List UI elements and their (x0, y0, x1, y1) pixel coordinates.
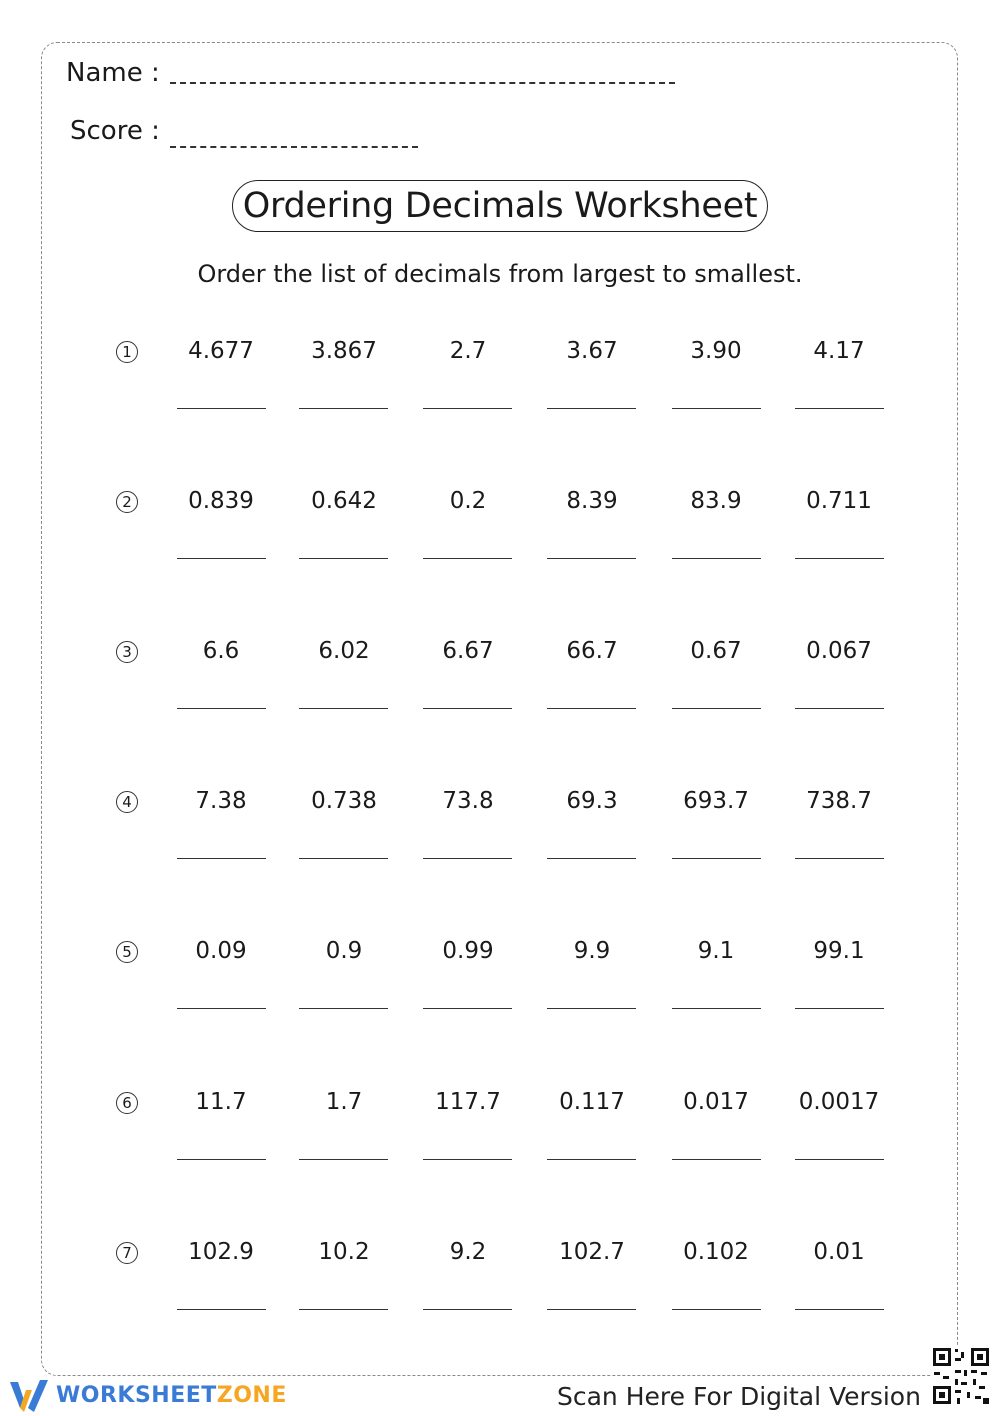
answer-blank[interactable] (177, 408, 266, 409)
decimal-value: 6.6 (202, 638, 240, 664)
answer-blank[interactable] (795, 708, 884, 709)
decimal-value: 0.102 (683, 1239, 749, 1265)
answer-blank[interactable] (177, 1309, 266, 1310)
decimal-value: 69.3 (566, 788, 618, 814)
answer-blank[interactable] (672, 408, 761, 409)
answer-blank[interactable] (299, 408, 388, 409)
answer-blank[interactable] (423, 558, 512, 559)
decimal-value: 102.9 (188, 1239, 254, 1265)
answer-blank[interactable] (672, 858, 761, 859)
question-number: 3 (116, 641, 138, 663)
decimal-value: 7.38 (195, 788, 247, 814)
decimal-value: 0.642 (311, 488, 377, 514)
decimal-value: 0.2 (449, 488, 487, 514)
answer-blank[interactable] (423, 408, 512, 409)
answer-blank[interactable] (299, 708, 388, 709)
answer-blank[interactable] (547, 1309, 636, 1310)
decimal-value: 99.1 (813, 938, 865, 964)
score-label: Score : (70, 116, 160, 146)
decimal-value: 0.09 (195, 938, 247, 964)
decimal-value: 4.17 (813, 338, 865, 364)
brand-part2: ZONE (216, 1382, 287, 1408)
problem-row (0, 1089, 1000, 1192)
answer-blank[interactable] (299, 1159, 388, 1160)
question-number: 7 (116, 1242, 138, 1264)
decimal-value: 10.2 (318, 1239, 370, 1265)
brand-name (56, 1383, 287, 1408)
answer-blank[interactable] (177, 1008, 266, 1009)
answer-blank[interactable] (423, 858, 512, 859)
worksheetzone-logo[interactable] (10, 1378, 287, 1412)
answer-blank[interactable] (299, 858, 388, 859)
decimal-value: 738.7 (806, 788, 872, 814)
question-number: 5 (116, 941, 138, 963)
problem-row (0, 638, 1000, 741)
name-label: Name : (66, 58, 160, 88)
decimal-value: 0.067 (806, 638, 872, 664)
title-text: Ordering Decimals Worksheet (242, 186, 758, 226)
answer-blank[interactable] (672, 558, 761, 559)
answer-blank[interactable] (299, 1309, 388, 1310)
decimal-value: 83.9 (690, 488, 742, 514)
decimal-value: 9.2 (449, 1239, 487, 1265)
answer-blank[interactable] (423, 1008, 512, 1009)
decimal-value: 0.9 (325, 938, 363, 964)
decimal-value: 0.738 (311, 788, 377, 814)
score-input-line[interactable] (170, 146, 418, 148)
answer-blank[interactable] (299, 1008, 388, 1009)
answer-blank[interactable] (795, 408, 884, 409)
question-number: 4 (116, 791, 138, 813)
qr-code-icon[interactable] (931, 1346, 991, 1406)
question-number: 1 (116, 341, 138, 363)
decimal-value: 693.7 (683, 788, 749, 814)
answer-blank[interactable] (672, 1008, 761, 1009)
decimal-value: 0.839 (188, 488, 254, 514)
brand-part1: WORKSHEET (56, 1382, 217, 1408)
decimal-value: 73.8 (442, 788, 494, 814)
answer-blank[interactable] (177, 1159, 266, 1160)
decimal-value: 9.1 (697, 938, 735, 964)
decimal-value: 66.7 (566, 638, 618, 664)
w-logo-icon (10, 1378, 50, 1412)
answer-blank[interactable] (423, 1159, 512, 1160)
answer-blank[interactable] (795, 558, 884, 559)
problem-row (0, 788, 1000, 891)
answer-blank[interactable] (672, 1309, 761, 1310)
decimal-value: 3.867 (311, 338, 377, 364)
answer-blank[interactable] (795, 1159, 884, 1160)
decimal-value: 0.67 (690, 638, 742, 664)
decimal-value: 102.7 (559, 1239, 625, 1265)
answer-blank[interactable] (547, 408, 636, 409)
answer-blank[interactable] (177, 858, 266, 859)
worksheet-title (232, 180, 768, 232)
instruction-text: Order the list of decimals from largest to smallest. (197, 260, 803, 288)
decimal-value: 0.0017 (798, 1089, 880, 1115)
decimal-value: 117.7 (435, 1089, 501, 1115)
answer-blank[interactable] (547, 708, 636, 709)
answer-blank[interactable] (547, 558, 636, 559)
decimal-value: 11.7 (195, 1089, 247, 1115)
answer-blank[interactable] (423, 1309, 512, 1310)
decimal-value: 8.39 (566, 488, 618, 514)
decimal-value: 9.9 (573, 938, 611, 964)
decimal-value: 0.01 (813, 1239, 865, 1265)
decimal-value: 0.117 (559, 1089, 625, 1115)
answer-blank[interactable] (795, 858, 884, 859)
answer-blank[interactable] (423, 708, 512, 709)
decimal-value: 3.90 (690, 338, 742, 364)
question-number: 2 (116, 491, 138, 513)
decimal-value: 4.677 (188, 338, 254, 364)
answer-blank[interactable] (547, 1159, 636, 1160)
decimal-value: 0.99 (442, 938, 494, 964)
decimal-value: 3.67 (566, 338, 618, 364)
answer-blank[interactable] (672, 1159, 761, 1160)
problem-row (0, 938, 1000, 1041)
problem-row (0, 488, 1000, 591)
decimal-value: 0.711 (806, 488, 872, 514)
question-number: 6 (116, 1092, 138, 1114)
decimal-value: 6.02 (318, 638, 370, 664)
decimal-value: 6.67 (442, 638, 494, 664)
answer-blank[interactable] (672, 708, 761, 709)
problem-row (0, 338, 1000, 441)
decimal-value: 1.7 (325, 1089, 363, 1115)
decimal-value: 0.017 (683, 1089, 749, 1115)
answer-blank[interactable] (547, 858, 636, 859)
answer-blank[interactable] (299, 558, 388, 559)
name-input-line[interactable] (170, 82, 675, 84)
problem-row (0, 1239, 1000, 1342)
answer-blank[interactable] (177, 708, 266, 709)
answer-blank[interactable] (795, 1008, 884, 1009)
answer-blank[interactable] (795, 1309, 884, 1310)
answer-blank[interactable] (177, 558, 266, 559)
answer-blank[interactable] (547, 1008, 636, 1009)
scan-text: Scan Here For Digital Version (557, 1382, 921, 1411)
decimal-value: 2.7 (449, 338, 487, 364)
